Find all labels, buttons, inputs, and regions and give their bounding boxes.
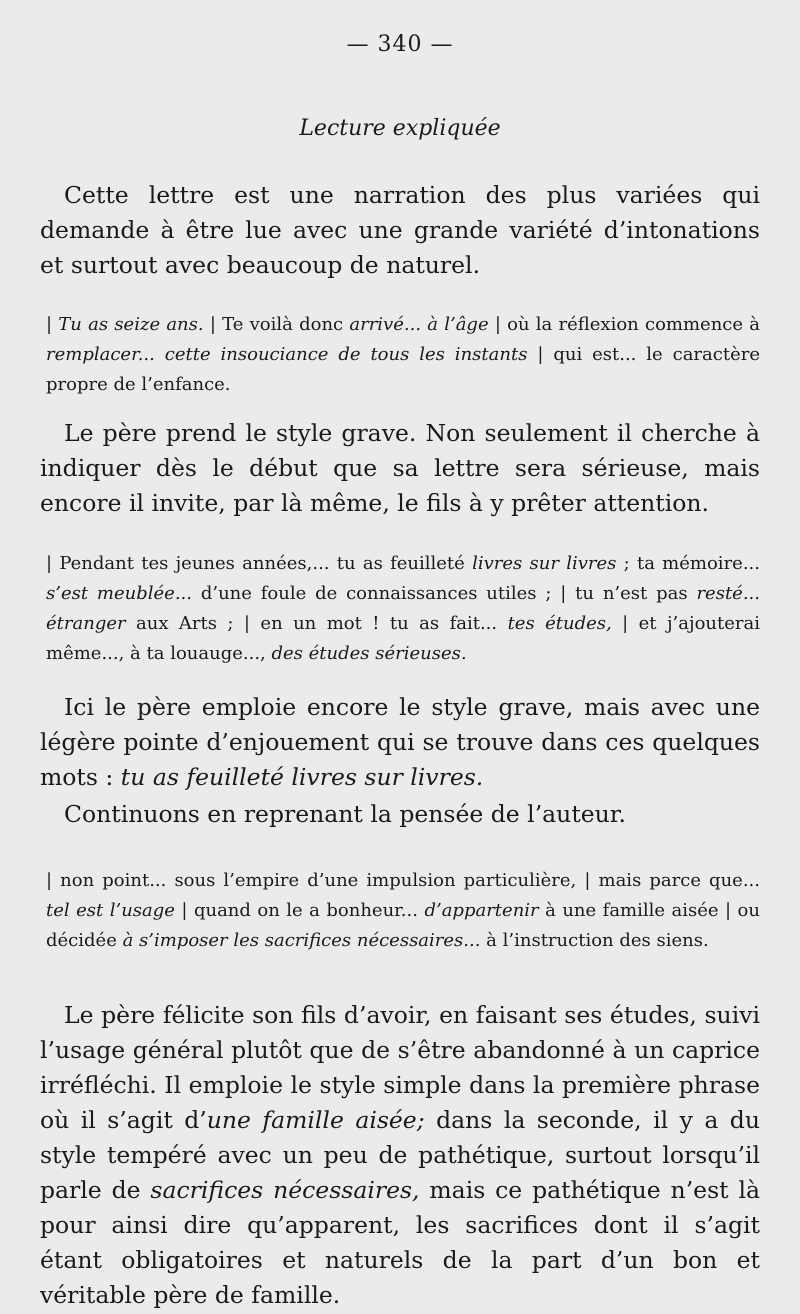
quote-2: | Pendant tes jeunes années,... tu as feuilleté livres sur livres ; ta mémoire... s’est meublée... d’une foule de connaissances utiles ; | tu n’est pas resté... étranger aux Arts ; | en un mot ! tu as fait... tes études, | et j’ajouterai même..., à ta louauge..., des études sérieuses. (46, 553, 760, 664)
paragraph-enjouement: Ici le père emploie encore le style grave, mais avec une légère pointe d’enjouement qui se trouve dans ces quelques mots : tu as feuilleté livres sur livres. (40, 693, 760, 791)
section-heading: Lecture expliquée (299, 116, 501, 141)
paragraph-continuons: Continuons en reprenant la pensée de l’auteur. (64, 800, 626, 828)
page-number: — 340 — (346, 32, 454, 57)
quote-1: | Tu as seize ans. | Te voilà donc arrivé... à l’âge | où la réflexion commence à remplacer... cette insouciance de tous les instants | qui est... le caractère propre de l’enfance. (46, 314, 760, 395)
quote-3: | non point... sous l’empire d’une impulsion particulière, | mais parce que... tel est l’usage | quand on le a bonheur... d’appartenir à une famille aisée | ou décidée à s’imposer les sacrifices nécessaires... à l’instruction des siens. (46, 870, 760, 951)
paragraph-intro: Cette lettre est une narration des plus variées qui demande à être lue avec une grande variété d’intonations et surtout avec beaucoup de naturel. (40, 181, 760, 279)
paragraph-style-grave: Le père prend le style grave. Non seulement il cherche à indiquer dès le début que sa lettre sera sérieuse, mais encore il invite, par là même, le fils à y prêter attention. (40, 419, 760, 517)
paragraph-conclusion: Le père félicite son fils d’avoir, en faisant ses études, suivi l’usage général plutôt que de s’être abandonné à un caprice irréfléchi. Il emploie le style simple dans la première phrase où il s’agit d’une famille aisée; dans la seconde, il y a du style tempéré avec un peu de pathétique, surtout lorsqu’il parle de sacrifices nécessaires, mais ce pathétique n’est là pour ainsi dire qu’apparent, les sacrifices dont il s’agit étant obligatoires et naturels de la part d’un bon et véritable père de famille. (40, 1001, 760, 1309)
